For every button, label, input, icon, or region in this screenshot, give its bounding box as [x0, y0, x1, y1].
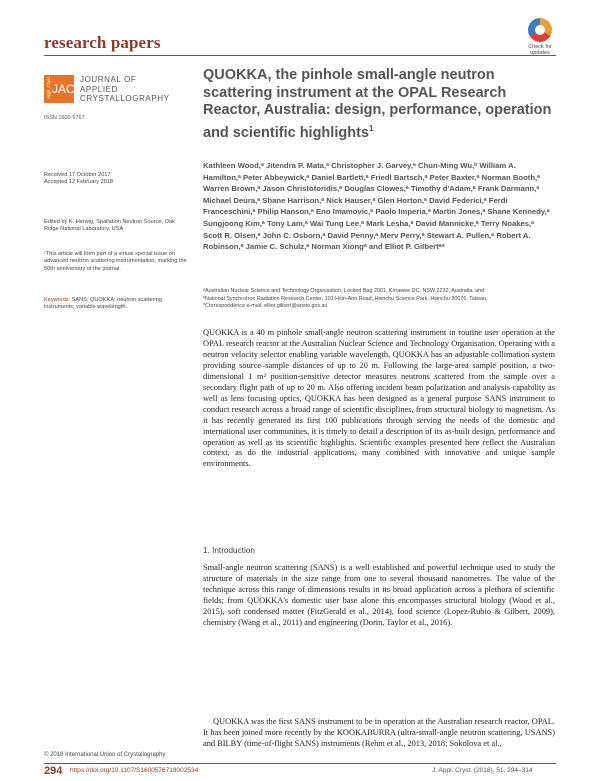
journal-citation: J. Appl. Cryst. (2018). 51, 294–314: [432, 767, 533, 774]
journal-logo-small: Appl. Cryst.: [46, 75, 51, 99]
keywords-text: SANS; QUOKKA; neutron scattering instruments; variable wavelength.: [44, 297, 162, 311]
keywords-label: Keywords:: [44, 297, 71, 303]
footer-rule: [44, 763, 556, 764]
issn: ISSN 1600-5767: [44, 115, 85, 121]
abstract: QUOKKA is a 40 m pinhole small-angle neutron scattering instrument in routine user operation at the OPAL research reactor at the Australian Nuclear Science and Technology Organisation. Operating with a neutron velocity selector enabling variable wavelength, QUOKKA has an adjustable collimation system providing source–sample distances of up to 20 m. Following the large-area sample position, a two-dimensional 1 m² position-sensitive detector measures neutrons scattered from the sample over a secondary flight path of up to 20 m. Also offering incident beam polarization and analysis capability as well as lens focusing optics, QUOKKA has been designed as a general purpose SANS instrument to conduct research across a broad range of scientific disciplines, from structural biology to magnetism. As it has recently generated its first 100 publications through serving the needs of the domestic and international user communities, it is timely to detail a description of its as-built design, performance and operation as well as its scientific highlights. Scientific examples presented here reflect the Australian context, as do the industrial applications, many combined with innovative and unique sample environments.: [203, 328, 555, 469]
affiliation-a: ᵃAustralian Nuclear Science and Technology Organisation, Locked Bag 2001, Kirrawee DC, NSW 2232, Australia, and: [203, 288, 485, 294]
updates-label: Check for updates: [528, 44, 552, 56]
dates: [44, 172, 190, 187]
accepted-date: Accepted 12 February 2018: [44, 179, 114, 186]
journal-name-line: CRYSTALLOGRAPHY: [80, 94, 170, 103]
doi-link[interactable]: https://doi.org/10.1107/S1600576718002534: [70, 767, 199, 774]
intro-paragraph-2: QUOKKA was the first SANS instrument to be in operation at the Australian research reactor, OPAL. It has been joined more recently by the KOOKABURRA (ultra-small-angle neutron scattering, USANS) and BILBY (time-of-flight SANS) instruments (Rehm et al., 2013, 2018; Sokolova et al.,: [203, 717, 555, 748]
footnote: ¹This article will form part of a virtual special issue on advanced neutron scattering instrumentation, marking the 50th anniversary of the journal.: [44, 251, 187, 272]
journal-name-line: JOURNAL OF: [80, 75, 137, 84]
journal-name: [80, 75, 170, 104]
received-date: Received 17 October 2017: [44, 172, 111, 178]
journal-logo-big: JAC: [52, 82, 75, 96]
title-footnote-mark: 1: [368, 123, 374, 133]
affiliation-b: ᵇNational Synchrotron Radiation Research Center, 101 Hsin-Ann Road, Hsinchu Science Park, Hsinchu 30076, Taiwan.: [203, 295, 488, 302]
keywords: [44, 297, 190, 312]
section-label: research papers: [44, 33, 161, 52]
paper-title-text: QUOKKA, the pinhole small-angle neutron scattering instrument at the OPAL Research Reactor, Australia: design, performance, operation and scientific highlights: [203, 67, 552, 141]
paper-title: [203, 67, 553, 142]
header-rule: [44, 55, 556, 56]
journal-logo: [44, 75, 74, 103]
journal-name-line: APPLIED: [80, 84, 118, 94]
editor-note: Edited by K. Herwig, Spallation Neutron Source, Oak Ridge National Laboratory, USA: [44, 219, 175, 233]
page-number: 294: [44, 765, 63, 777]
correspondence-email[interactable]: *Correspondence e-mail: elliot.gilbert@ansto.gov.au: [203, 303, 328, 309]
check-for-updates-badge[interactable]: [522, 18, 558, 56]
affiliations: [203, 288, 555, 311]
updates-icon: [528, 18, 552, 42]
section-heading: 1. Introduction: [203, 546, 255, 555]
author-list: Kathleen Wood,ᵃ Jitendra P. Mata,ᵃ Christopher J. Garvey,ᵃ Chun-Ming Wu,ᵇ William A. Hamilton,ᵃ Peter Abbeywick,ᵃ Daniel Bartlett,ᵃ Friedl Bartsch,ᵃ Peter Baxter,ᵃ Norman Booth,ᵃ Warren Brown,ᵃ Jason Christoforidis,ᵃ Douglas Clowes,ᵃ Timothy d'Adam,ᵃ Frank Darmann,ᵃ Michael Deura,ᵃ Shane Harrison,ᵃ Nick Hauser,ᵃ Glen Horton,ᵃ David Federici,ᵃ Ferdi Franceschini,ᵃ Philip Hanson,ᵃ Eno Imamovic,ᵃ Paolo Imperia,ᵃ Martin Jones,ᵃ Shane Kennedy,ᵃ Sungjoong Kim,ᵃ Tony Lam,ᵃ Wai Tung Lee,ᵃ Mark Lesha,ᵃ David Mannicke,ᵃ Terry Noakes,ᵃ Scott R. Olsen,ᵃ John C. Osborn,ᵃ David Penny,ᵃ Merv Perry,ᵃ Stewart A. Pullen,ᵃ Robert A. Robinson,ᵃ Jamie C. Schulz,ᵃ Norman Xiongᵃ and Elliot P. Gilbertᵃ*: [203, 161, 550, 252]
copyright: © 2018 International Union of Crystallography: [44, 752, 166, 758]
intro-paragraph-1: Small-angle neutron scattering (SANS) is a well established and powerful technique used to study the structure of materials in the size range from one to several thousand nanometres. The value of the technique across this range of dimensions results in its broad application across a plethora of scientific fields; from QUOKKA's domestic user base alone this encompasses structural biology (Wood et al., 2015), soft condensed matter (FitzGerald et al., 2014), food science (Lopez-Rubio & Gilbert, 2009), chemistry (Wang et al., 2011) and engineering (Dorin, Taylor et al., 2016).: [203, 563, 555, 627]
